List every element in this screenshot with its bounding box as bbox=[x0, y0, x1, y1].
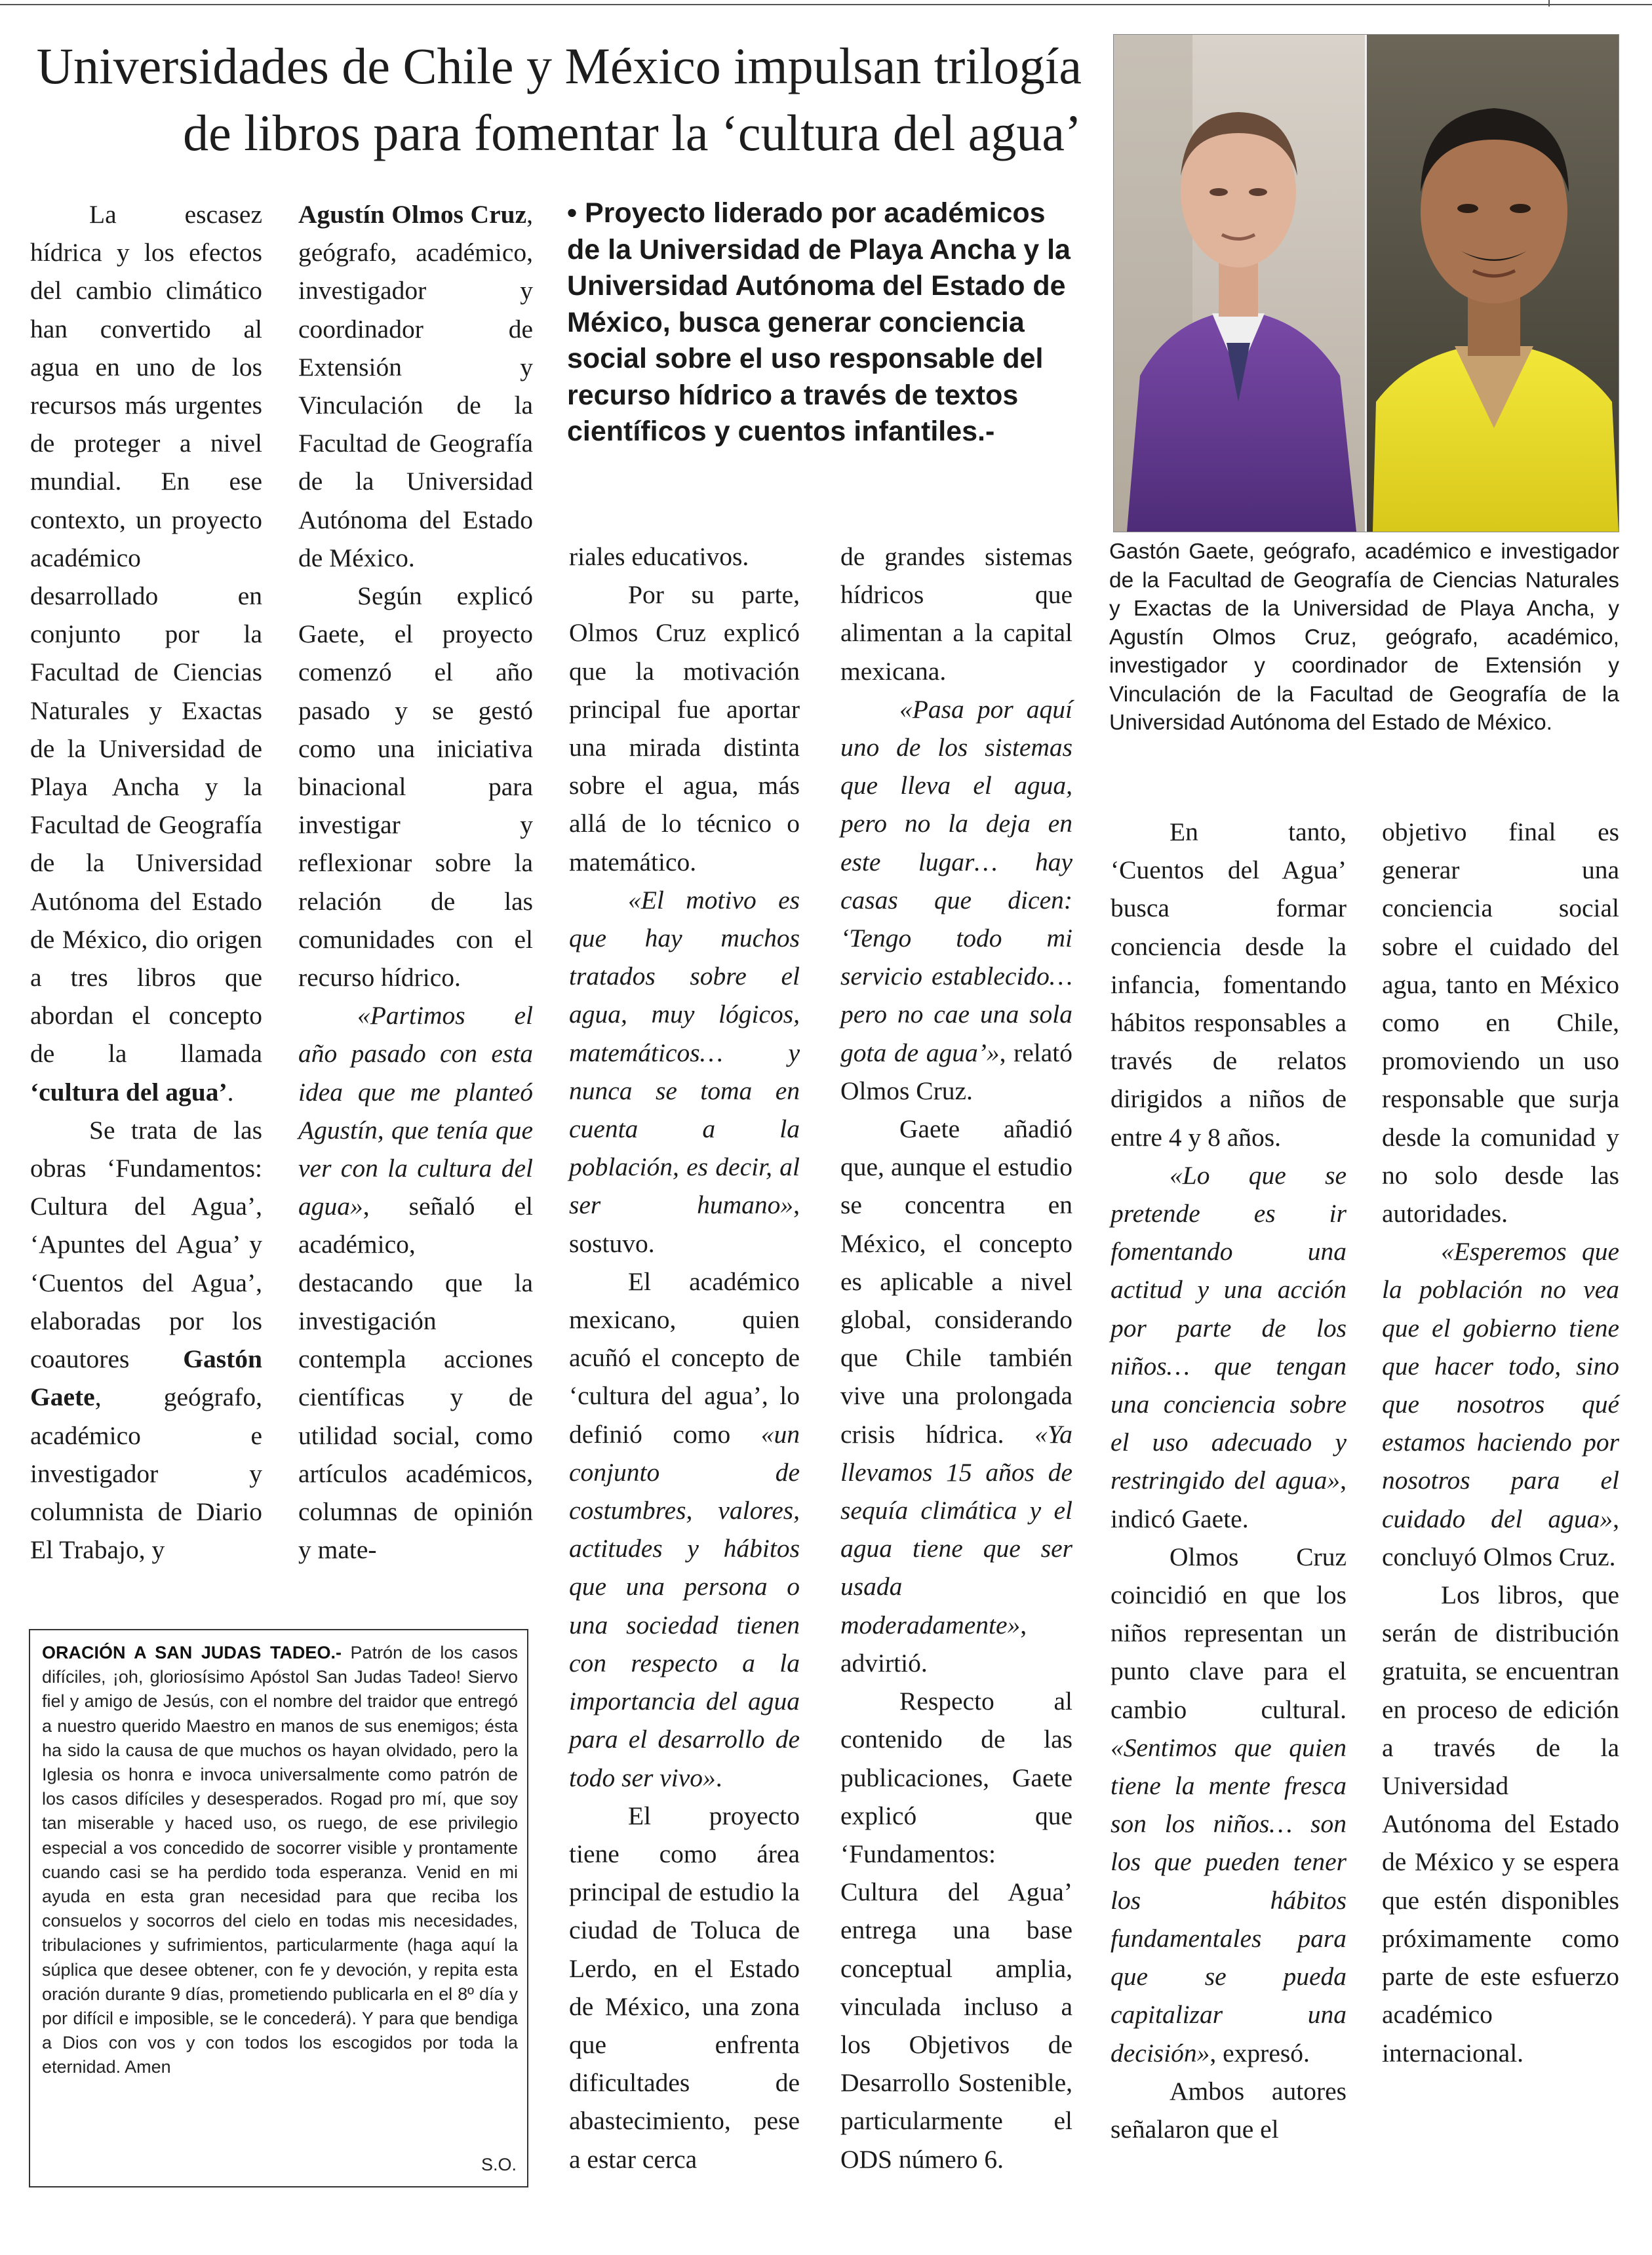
paragraph: «Esperemos que la población no vea que el gobierno tiene que hacer todo, sino que nosotros qué estamos haciendo por nosotros para el cuidado del agua», concluyó Olmos Cruz. bbox=[1382, 1237, 1619, 1571]
article-column-3 bbox=[569, 538, 800, 2178]
paragraph: Gaete añadió que, aunque el estudio se concentra en México, el concepto es aplicable a nivel global, considerando que Chile también vive una prolongada crisis hídrica. «Ya llevamos 15 años de sequía climática y el agua tiene que ser usada moderadamente», advirtió. bbox=[840, 1114, 1072, 1677]
paragraph: La escasez hídrica y los efectos del cambio climático han convertido al agua en uno de los recursos más urgentes de proteger a nivel mundial. En ese contexto, un proyecto académico desarrollado en conjunto por la Facultad de Ciencias Naturales y Exactas de la Universidad de Playa Ancha y la Facultad de Geografía de la Universidad Autónoma del Estado de México, dio origen a tres libros que abordan el concepto de la llamada ‘cultura del agua’. bbox=[30, 200, 262, 1107]
paragraph: «Lo que se pretende es ir fomentando una actitud y una acción por parte de los niños… que tengan una conciencia sobre el uso adecuado y restringido del agua», indicó Gaete. bbox=[1111, 1160, 1347, 1533]
photo-caption: Gastón Gaete, geógrafo, académico e investigador de la Facultad de Geografía de Ciencias Naturales y Exactas de la Universidad de Playa Ancha, y Agustín Olmos Cruz, geógrafo, académico, investigador y coordinador de Extensión y Vinculación de la Facultad de Geografía de la Universidad Autónoma del Estado de México. bbox=[1109, 539, 1619, 735]
prayer-body: Patrón de los casos difíciles, ¡oh, gloriosísimo Apóstol San Judas Tadeo! Siervo fiel y amigo de Jesús, con el nombre del traidor que entregó a nuestro querido Maestro en manos de sus enemigos; ésta ha sido la causa de que muchos os hayan olvidado, pero la Iglesia os honra e invoca universalmente como patrón de los casos difíciles y desesperados. Rogad pro mí, que soy tan miserable y haced uso, os ruego, de ese privilegio especial a vos concedido de socorrer visible y prontamente cuando casi se ha perdido toda esperanza. Venid en mi ayuda en esta gran necesidad para que reciba los consuelos y socorros del cielo en todas mis necesidades, tribulaciones y sufrimientos, particularmente (haga aquí la súplica que desee obtener, con fe y devoción, y repita esta oración durante 9 días, prometiendo publicarla en el 8º día y por difícil e imposible, se le concederá). Y para que bendiga a Dios con vos y con todos los escogidos por toda la eternidad. Amen bbox=[42, 1643, 518, 2077]
prayer-signature: S.O. bbox=[481, 2154, 517, 2174]
headline-line-1: Universidades de Chile y México impulsan trilogía bbox=[36, 37, 1082, 94]
paragraph: El proyecto tiene como área principal de estudio la ciudad de Toluca de Lerdo, en el Estado de México, una zona que enfrenta dificultades de abastecimiento, pese a estar cerca bbox=[569, 1801, 800, 2174]
page-top-rule bbox=[0, 4, 1652, 5]
paragraph: Respecto al contenido de las publicaciones, Gaete explicó que ‘Fundamentos: Cultura del Agua’ entrega una base conceptual amplia, vinculada incluso a los Objetivos de Desarrollo Sostenible, particularmente el ODS número 6. bbox=[840, 1687, 1072, 2174]
paragraph: Según explicó Gaete, el proyecto comenzó el año pasado y se gestó como una iniciativa binacional para investigar y reflexionar sobre la relación de las comunidades con el recurso hídrico. bbox=[298, 581, 533, 992]
paragraph: «Partimos el año pasado con esta idea que me planteó Agustín, que tenía que ver con la cultura del agua», señaló el académico, destacando que la investigación contempla acciones científicas y de utilidad social, como artículos académicos, columnas de opinión y mate- bbox=[298, 1001, 533, 1565]
paragraph: «El motivo es que hay muchos tratados sobre el agua, muy lógicos, matemáticos… y nunca se toma en cuenta a la población, es decir, al ser humano», sostuvo. bbox=[569, 885, 800, 1258]
paragraph: de grandes sistemas hídricos que alimentan a la capital mexicana. bbox=[840, 542, 1072, 686]
headline bbox=[20, 33, 1082, 167]
paragraph: «Pasa por aquí uno de los sistemas que lleva el agua, pero no la deja en este lugar… hay casas que dicen: ‘Tengo todo mi servicio establecido… pero no cae una sola gota de agua’», relató Olmos Cruz. bbox=[840, 694, 1072, 1105]
paragraph: Ambos autores señalaron que el bbox=[1111, 2076, 1347, 2144]
paragraph: Olmos Cruz coincidió en que los niños representan un punto clave para el cambio cultural. «Sentimos que quien tiene la mente fresca son los niños… son los que pueden tener los hábitos fundamentales para que se pueda capitalizar una decisión», expresó. bbox=[1111, 1542, 1347, 2068]
page-top-tick bbox=[1548, 0, 1550, 7]
paragraph: Por su parte, Olmos Cruz explicó que la motivación principal fue aportar una mirada distinta sobre el agua, más allá de lo técnico o matemático. bbox=[569, 580, 800, 876]
article-column-2 bbox=[298, 195, 533, 1569]
paragraph: En tanto, ‘Cuentos del Agua’ busca formar conciencia desde la infancia, fomentando hábitos responsables a través de relatos dirigidos a niños de entre 4 y 8 años. bbox=[1111, 817, 1347, 1152]
prayer-title: ORACIÓN A SAN JUDAS TADEO.- bbox=[42, 1643, 342, 1662]
paragraph: objetivo final es generar una conciencia social sobre el cuidado del agua, tanto en México como en Chile, promoviendo un uso responsable que surja desde la comunidad y no solo desde las autoridades. bbox=[1382, 817, 1619, 1228]
authors-photo bbox=[1113, 34, 1619, 532]
article-column-6 bbox=[1382, 813, 1619, 2072]
article-deck: • Proyecto liderado por académicos de la Universidad de Playa Ancha y la Universidad Autónoma del Estado de México, busca generar conciencia social sobre el uso responsable del recurso hídrico a través de textos científicos y cuentos infantiles.- bbox=[567, 197, 1071, 447]
headline-line-2: de libros para fomentar la ‘cultura del agua’ bbox=[183, 104, 1082, 161]
paragraph: Agustín Olmos Cruz, geógrafo, académico, investigador y coordinador de Extensión y Vinculación de la Facultad de Geografía de la Universidad Autónoma del Estado de México. bbox=[298, 200, 533, 572]
paragraph: Los libros, que serán de distribución gratuita, se encuentran en proceso de edición a través de la Universidad Autónoma del Estado de México y se espera que estén disponibles próximamente como parte de este esfuerzo académico internacional. bbox=[1382, 1580, 1619, 2068]
paragraph: El académico mexicano, quien acuñó el concepto de ‘cultura del agua’, lo definió como «un conjunto de costumbres, valores, actitudes y hábitos que una persona o una sociedad tienen con respecto a la importancia del agua para el desarrollo de todo ser vivo». bbox=[569, 1266, 800, 1792]
prayer-box bbox=[29, 1629, 528, 2187]
article-column-5 bbox=[1111, 813, 1347, 2148]
paragraph: riales educativos. bbox=[569, 542, 749, 571]
article-column-4 bbox=[840, 538, 1072, 2178]
paragraph: Se trata de las obras ‘Fundamentos: Cultura del Agua’, ‘Apuntes del Agua’ y ‘Cuentos del Agua’, elaboradas por los coautores Gastón Gaete, geógrafo, académico e investigador y columnista de Diario El Trabajo, y bbox=[30, 1115, 262, 1565]
authors-photo-image bbox=[1114, 35, 1619, 532]
article-column-1 bbox=[30, 195, 262, 1569]
